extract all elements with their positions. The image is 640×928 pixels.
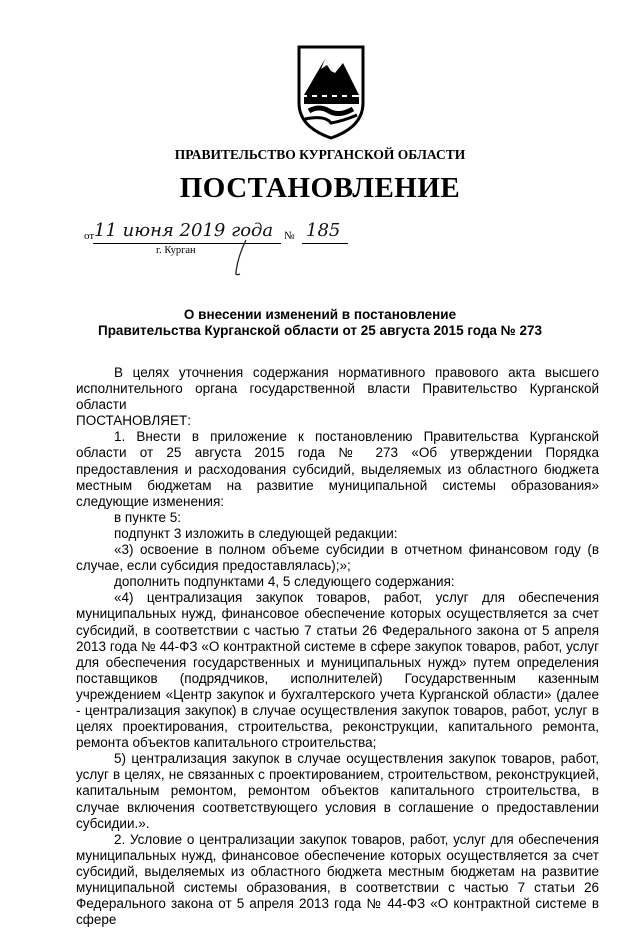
coat-of-arms-icon	[295, 45, 367, 140]
handwritten-date: 11 июня 2019 года	[94, 220, 274, 241]
paragraph-point-5: в пункте 5:	[114, 509, 182, 525]
handwritten-number: 185	[306, 220, 341, 241]
subject-line-2: Правительства Курганской области от 25 августа 2015 года № 273	[97, 323, 542, 338]
paragraph-item-2: 2. Условие о централизации закупок товаров, работ, услуг для обеспечения муниципальных нужд, финансовое обеспечение которых осуществляется за счет субсидий, выделяемых из областного бюджета местным бюджетам на развитие муниципальной системы образования, в соответствии с частью 7 статьи 26 Федерального закона от 5 апреля 2013 года № 44-ФЗ «О контрактной системе в сфере	[76, 831, 599, 928]
paragraph-add-subpoints: дополнить подпунктами 4, 5 следующего содержания:	[114, 574, 455, 590]
paragraph-subpoint-5: 5) централизация закупок в случае осуществления закупок товаров, работ, услуг в целях, не связанных с проектированием, строительством, реконструкцией, капитальным ремонтом, ремонтом объектов капитального строительства, в случае включения соответствующего условия в соглашение о предоставлении субсидии.».	[76, 751, 599, 831]
number-underline	[302, 243, 348, 244]
paragraph-subpoint-4: «4) централизация закупок товаров, работ, услуг для обеспечения муниципальных нужд, финансовое обеспечение которых осуществляется за счет субсидий, в соответствии с частью 7 статьи 26 Федерального закона от 5 апреля 2013 года № 44-ФЗ «О контрактной системе в сфере закупок товаров, работ, услуг для обеспечения государственных и муниципальных нужд» путем определения поставщиков (подрядчиков, исполнителей) Государственным казенным учреждением «Центр закупок и бухгалтерского учета Курганской области» (далее - централизация закупок) в случае осуществления закупок товаров, работ, услуг в целях проектирования, строительства, реконструкции, капитального ремонта, ремонта объектов капитального строительства;	[76, 590, 599, 751]
date-underline	[93, 243, 281, 244]
government-title: ПРАВИТЕЛЬСТВО КУРГАНСКОЙ ОБЛАСТИ	[174, 147, 466, 162]
number-label: №	[284, 230, 295, 242]
city-label: г. Курган	[156, 245, 196, 256]
document-subject	[0, 307, 640, 339]
date-prefix: от	[84, 230, 95, 242]
subject-line-1: О внесении изменений в постановление	[183, 307, 457, 322]
paragraph-resolves: ПОСТАНОВЛЯЕТ:	[76, 413, 192, 429]
paragraph-subpoint-3: «3) освоение в полном объеме субсидии в отчетном финансовом году (в случае, если субсидия предоставлялась);»;	[76, 542, 599, 574]
date-number-line	[84, 220, 384, 280]
paragraph-item-1: 1. Внести в приложение к постановлению Правительства Курганской области от 25 августа 2015 года № 273 «Об утверждении Порядка предоставления и расходования субсидий, выделяемых из областного бюджета местным бюджетам на развитие муниципальной системы образования» следующие изменения:	[76, 429, 599, 509]
paragraph-subpoint-3-intro: подпункт 3 изложить в следующей редакции:	[114, 525, 398, 541]
document-type-title: ПОСТАНОВЛЕНИЕ	[179, 172, 461, 204]
paragraph-preamble: В целях уточнения содержания нормативного правового акта высшего исполнительного органа государственной власти Правительство Курганской области	[76, 365, 599, 413]
pen-stroke-icon	[232, 238, 252, 278]
document-body	[76, 365, 599, 928]
